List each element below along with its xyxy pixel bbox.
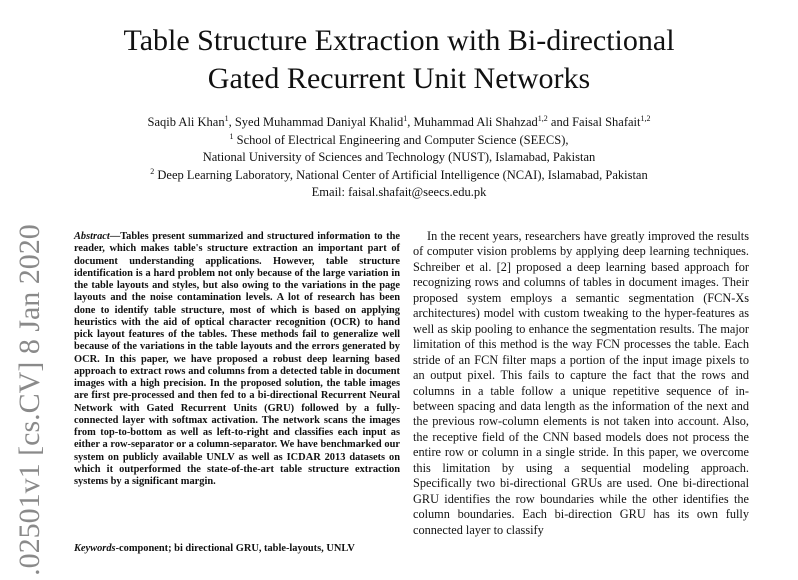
arxiv-stamp: .02501v1 [cs.CV] 8 Jan 2020 [13,224,46,576]
keywords-label: Keywords [74,543,116,554]
author-4-affil: 1,2 [640,113,651,123]
email-line: Email: faisal.shafait@seecs.edu.pk [311,185,487,199]
author-list [0,114,798,132]
author-1: Saqib Ali Khan [147,115,225,129]
body-paragraph: In the recent years, researchers have greatly improved the results of computer vision problems by applying deep learning techniques. Schreiber et al. [2] proposed a deep learning based approach for recognizing rows and columns of tables in document images. Their proposed system employs a semantic segmentation (FCN-Xs architectures) model with custom tweaking to the hyper-features as well as skip pooling to enhance the segmentation results. The major limitation of this method is the way FCN processes the table. Each stride of an FCN filter maps a portion of the input image pixels to an output pixel. This fails to capture the fact that the rows and columns in a table follow a unique repetitive sequence of in-between spacing and data length as the information of the next and the previous row-column elements is not taken into account. Also, the receptive field of the CNN based models does not process the entire row or column in a single stride. In this paper, we overcome this limitation by using a sequential modeling approach. Specifically two bi-directional GRUs are used. One bi-directional GRU identifies the row boundaries while the other identifies the column boundaries. Each bi-direction GRU has its own fully connected layer to classify [413,229,749,537]
author-3-affil: 1,2 [537,113,548,123]
keywords-text: -component; bi directional GRU, table-layouts, UNLV [115,543,355,554]
author-1-affil: 1 [224,113,229,123]
author-2: , Syed Muhammad Daniyal Khalid [228,115,404,129]
title-line-1: Table Structure Extraction with Bi-directional [123,24,675,57]
author-block [0,114,798,202]
abstract-text: —Tables present summarized and structured information to the reader, which makes table's structure extraction an important part of document understanding applications. However, table structure identification is a hard problem not only because of the large variation in the table layouts and styles, but also owing to the variations in the page layouts and the noise contamination levels. A lot of research has been done to identify table structure, most of which is based on applying heuristics with the aid of optical character recognition (OCR) to hand pick layout features of the tables. These methods fail to generalize well because of the variations in the table layouts and the errors generated by OCR. In this paper, we have proposed a robust deep learning based approach to extract rows and columns from a detected table in document images with a high precision. In the proposed solution, the table images are first pre-processed and then fed to a bi-directional Recurrent Neural Network with Gated Recurrent Units (GRU) followed by a fully-connected layer with softmax activation. The network scans the images from top-to-bottom as well as left-to-right and classifies each input as either a row-separator or a column-separator. We have benchmarked our system on publicly available UNLV as well as ICDAR 2013 datasets on which it outperformed the state-of-the-art table structure extraction systems by a significant margin. [74,231,400,487]
author-2-affil: 1 [403,113,408,123]
abstract [74,231,400,488]
title-line-2: Gated Recurrent Unit Networks [207,62,591,95]
paper-title [0,22,798,98]
author-4: and Faisal Shafait [547,115,641,129]
affiliation-line: $^1$ School of Electrical Engineering and Computer Science (SEECS), [229,131,569,147]
abstract-label: Abstract [74,231,110,242]
author-3: , Muhammad Ali Shahzad [407,115,538,129]
affiliation-line: $^2$ Deep Learning Laboratory, National Center of Artificial Intelligence (NCAI), Islamabad, Pakistan [150,166,648,182]
keywords [74,543,400,555]
affiliation-line: National University of Sciences and Technology (NUST), Islamabad, Pakistan [202,150,596,164]
